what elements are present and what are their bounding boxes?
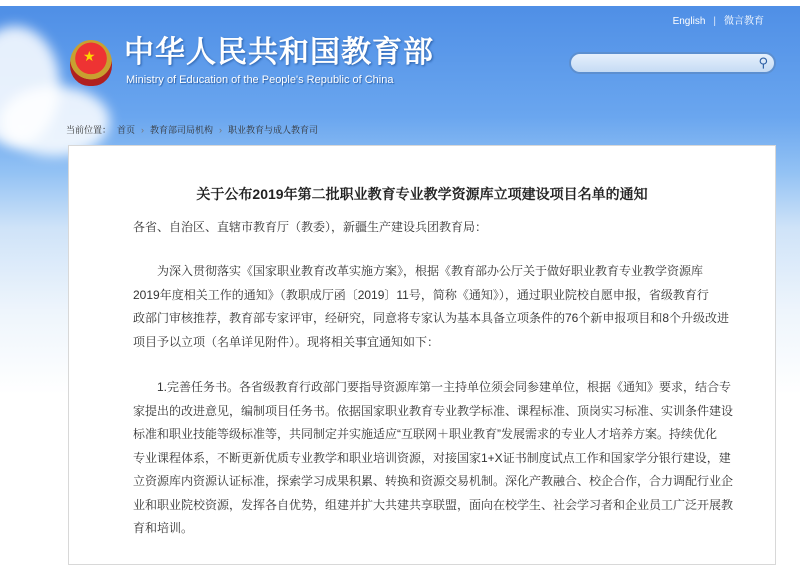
article-container bbox=[68, 145, 776, 565]
article-greeting: 各省、自治区、直辖市教育厅（教委），新疆生产建设兵团教育局： bbox=[133, 220, 488, 234]
breadcrumb-label: 当前位置： bbox=[66, 125, 112, 135]
text-line: 业和职业院校资源，发挥各自优势，组建并扩大共建共享联盟，面向在校学生、社会学习者和企业员工广泛开展教 bbox=[133, 497, 734, 512]
text-line: 政部门审核推荐，教育部专家评审，经研究，同意将专家认为基本具备立项条件的76个新申报项目和8个升级改进 bbox=[133, 311, 730, 325]
article-title: 关于公布2019年第二批职业教育专业教学资源库立项建设项目名单的通知 bbox=[196, 186, 648, 202]
breadcrumb-home[interactable]: 首页 bbox=[117, 125, 136, 135]
national-emblem-icon: ★ bbox=[70, 40, 112, 86]
search-icon[interactable]: ⚲ bbox=[758, 55, 768, 70]
text-line: 家提出的改进意见，编制项目任务书。依据国家职业教育专业教学标准、课程标准、顶岗实习标准、实训条件建设 bbox=[133, 403, 734, 418]
text-line: 为深入贯彻落实《国家职业教育改革实施方案》，根据《教育部办公厅关于做好职业教育专业教学资源库 bbox=[133, 264, 704, 278]
text-line: 标准和职业技能等级标准等，共同制定并实施适应“互联网＋职业教育”发展需求的专业人才培养方案。持续优化 bbox=[133, 427, 717, 441]
text-line: 育和培训。 bbox=[133, 521, 194, 535]
article-paragraph-1 bbox=[133, 260, 729, 354]
article-paragraph-2 bbox=[133, 376, 733, 541]
search-box[interactable] bbox=[569, 52, 776, 74]
site-subtitle: Ministry of Education of the People's Republic of China bbox=[126, 74, 394, 86]
text-line: 立资源库内资源认证标准，探索学习成果积累、转换和资源交易机制。深化产教融合、校企合作，合力调配行业企 bbox=[133, 474, 734, 488]
site-title[interactable]: 中华人民共和国教育部 bbox=[124, 36, 434, 69]
chevron-right-icon: › bbox=[219, 125, 223, 135]
divider: | bbox=[713, 16, 716, 27]
text-line: 1.完善任务书。各省级教育行政部门要指导资源库第一主持单位须会同参建单位，根据《通知》要求，结合专 bbox=[133, 380, 732, 394]
breadcrumb-current[interactable]: 职业教育与成人教育司 bbox=[228, 125, 319, 135]
english-link[interactable]: English bbox=[672, 16, 706, 27]
chevron-right-icon: › bbox=[141, 125, 145, 135]
text-line: 2019年度相关工作的通知》（教职成厅函〔2019〕11号，简称《通知》），通过职业院校自愿申报，省级教育行 bbox=[133, 287, 709, 302]
text-line: 专业课程体系，不断更新优质专业教学和职业培训资源，对接国家1+X证书制度试点工作和国家学分银行建设，建 bbox=[133, 450, 731, 465]
top-links bbox=[673, 16, 764, 28]
breadcrumb bbox=[66, 124, 318, 136]
text-line: 项目予以立项（名单详见附件）。现将相关事宜通知如下： bbox=[133, 334, 440, 349]
breadcrumb-department[interactable]: 教育部司局机构 bbox=[150, 125, 214, 135]
weiyan-link[interactable]: 微言教育 bbox=[724, 16, 764, 27]
